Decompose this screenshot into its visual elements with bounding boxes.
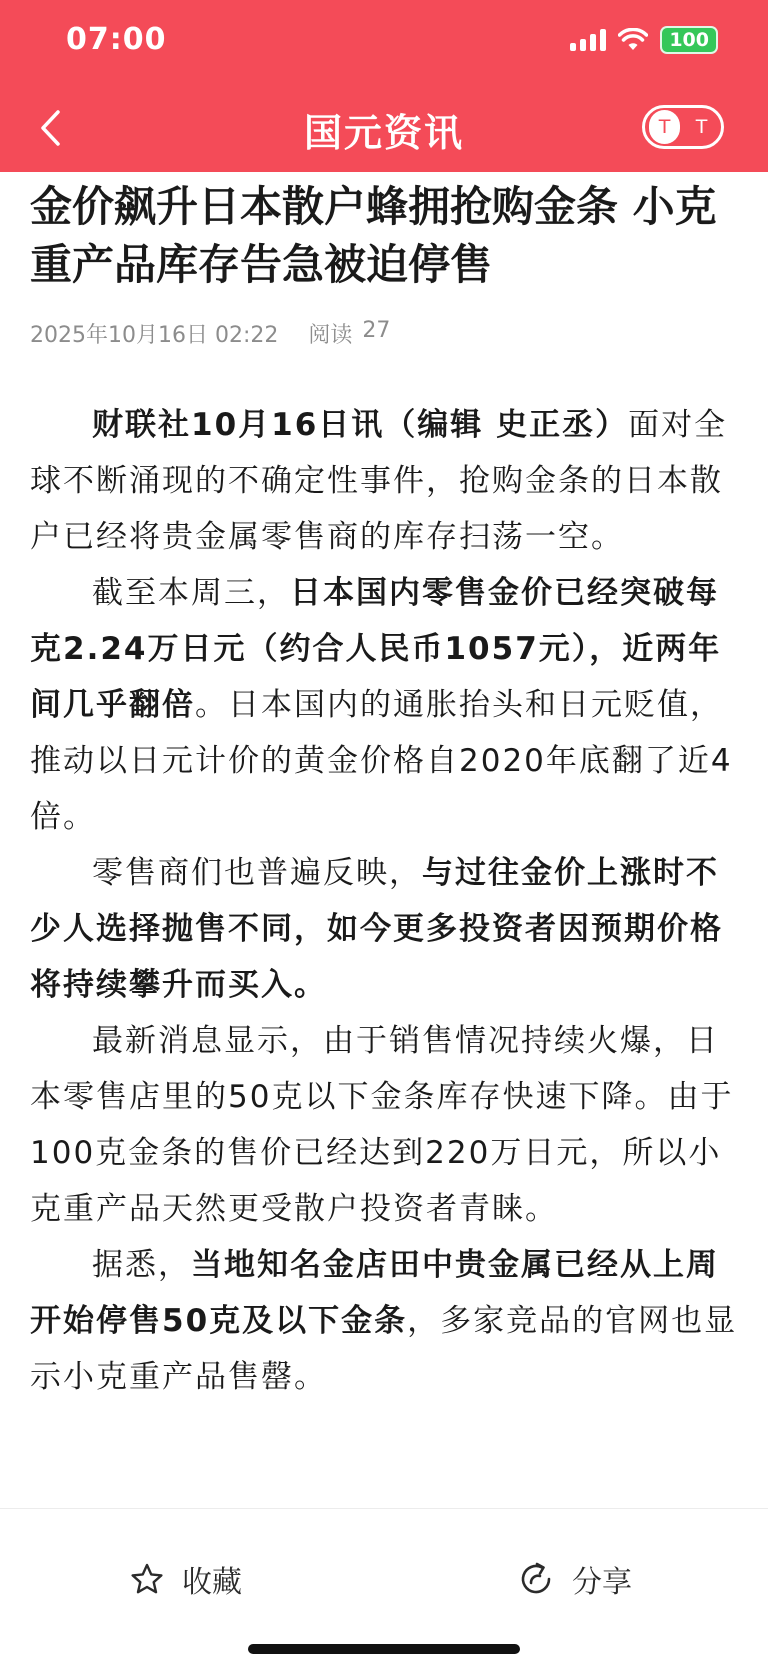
- article-title: 金价飙升日本散户蜂拥抢购金条 小克重产品库存告急被迫停售: [30, 182, 717, 289]
- status-time: 07:00: [66, 22, 167, 57]
- signal-icon: [570, 29, 606, 51]
- text-segment: ，多家竞品的官网也显示小克重产品售罄。: [30, 1303, 738, 1395]
- article-paragraph: [30, 1237, 740, 1405]
- font-toggle-active: T: [649, 110, 680, 144]
- text-segment: 截至本周三，: [92, 575, 290, 611]
- text-segment: 据悉，: [92, 1247, 191, 1283]
- share-button[interactable]: [518, 1557, 632, 1601]
- bottom-action-bar: [0, 1508, 768, 1663]
- text-segment: 。日本国内的通胀抬头和日元贬值，推动以日元计价的黄金价格自2020年底翻了近4倍。: [30, 687, 733, 835]
- bold-text-segment: 日本国内零售金价已经突破每克2.24万日元（约合人民币1057元），近两年间几乎翻倍: [30, 575, 722, 723]
- share-label: 分享: [572, 1565, 632, 1600]
- favorite-button[interactable]: [130, 1557, 242, 1601]
- article-content: [30, 172, 740, 1405]
- read-count: [308, 318, 390, 349]
- star-icon: [130, 1562, 164, 1596]
- text-segment: 面对全球不断涌现的不确定性事件，抢购金条的日本散户已经将贵金属零售商的库存扫荡一空。: [30, 407, 728, 555]
- top-bar: [0, 0, 768, 172]
- read-number: 27: [362, 318, 391, 343]
- text-segment: 零售商们也普遍反映，: [92, 855, 422, 891]
- favorite-label: 收藏: [182, 1565, 242, 1600]
- font-size-toggle[interactable]: [642, 105, 724, 149]
- read-label: 阅读: [308, 323, 353, 348]
- share-icon: [518, 1561, 554, 1597]
- battery-indicator: 100: [660, 26, 718, 54]
- bold-text-segment: 当地知名金店田中贵金属已经从上周开始停售50克及以下金条: [30, 1247, 719, 1339]
- article-paragraph: [30, 845, 740, 1013]
- status-icons: [570, 26, 718, 54]
- page-title: 国元资讯: [303, 111, 464, 155]
- article-date: 2025年10月16日 02:22: [30, 323, 279, 348]
- wifi-icon: [618, 28, 648, 52]
- article-paragraph: [30, 1013, 740, 1237]
- article-paragraph: [30, 565, 740, 845]
- text-segment: 最新消息显示，由于销售情况持续火爆，日本零售店里的50克以下金条库存快速下降。由于100克金条的售价已经达到220万日元，所以小克重产品天然更受散户投资者青睐。: [30, 1023, 734, 1227]
- bold-text-segment: 与过往金价上涨时不少人选择抛售不同，如今更多投资者因预期价格将持续攀升而买入。: [30, 855, 723, 1003]
- font-toggle-alt: T: [695, 116, 708, 138]
- article-paragraph: [30, 397, 740, 565]
- article-body: [30, 397, 740, 1405]
- article-meta: [30, 318, 740, 349]
- bold-text-segment: 财联社10月16日讯（编辑 史正丞）: [92, 407, 629, 443]
- home-indicator: [248, 1644, 520, 1654]
